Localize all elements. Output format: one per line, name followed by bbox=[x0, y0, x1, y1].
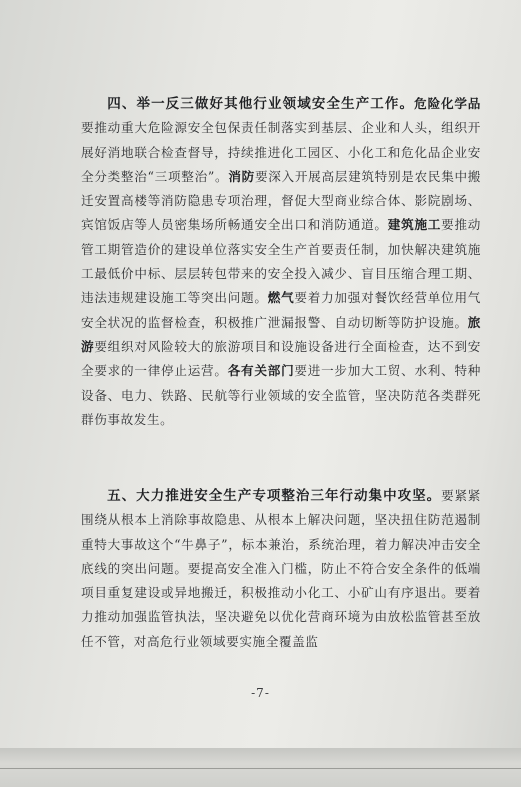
keyword-tourism: 旅游 bbox=[81, 314, 481, 354]
section-5-paragraph bbox=[81, 484, 481, 654]
text-construction: 要推动管工期管造价的建设单位落实安全生产首要责任制，加快解决建筑施工最低价中标、层层转包带来的安全投入减少、盲目压缩合理工期、违法违规建设施工等突出问题。 bbox=[81, 217, 481, 306]
section-5-text-3: 要着力推动加强监管执法，坚决避免以优化营商环境为由放松监管甚至放任不管，对高危行业领域要实施全覆盖监 bbox=[81, 585, 481, 649]
keyword-construction: 建筑施工 bbox=[387, 217, 442, 233]
section-5-heading: 五、大力推进安全生产专项整治三年行动集中攻坚。 bbox=[107, 488, 442, 504]
keyword-fire-protection: 消防 bbox=[228, 168, 255, 184]
text-tourism: 要组织对风险较大的旅游项目和设施设备进行全面检查，达不到安全要求的一律停止运营。 bbox=[81, 338, 481, 379]
text-fire-protection: 要深入开展高层建筑特别是农民集中搬迁安置高楼等消防隐患专项治理，督促大型商业综合体、影院剧场、宾馆饭店等人员密集场所畅通安全出口和消防通道。 bbox=[81, 168, 482, 233]
text-hazardous-chemicals: 要推动重大危险源安全包保责任制落实到基层、企业和人头，组织开展好消地联合检查督导，持续推进化工园区、小化工和危化品企业安全分类整治“三项整治”。 bbox=[81, 120, 481, 184]
section-4-heading: 四、举一反三做好其他行业领域安全生产工作。 bbox=[107, 96, 415, 112]
section-5-text-1: 要紧紧围绕从根本上消除事故隐患、从根本上解决问题，坚决扭住防范遏制重特大事故这个“牛鼻子”，标本兼治，系统治理，着力解决冲击安全底线的突出问题。 bbox=[81, 488, 481, 576]
keyword-hazardous-chemicals: 危险化学品 bbox=[414, 96, 482, 111]
text-gas: 要着力加强对餐饮经营单位用气安全状况的监督检查，积极推广泄漏报警、自动切断等防护设施。 bbox=[81, 290, 482, 330]
page-number: -7- bbox=[251, 686, 270, 700]
keyword-gas: 燃气 bbox=[267, 290, 295, 306]
keyword-relevant-departments: 各有关部门 bbox=[227, 363, 295, 379]
fold-line bbox=[0, 768, 521, 769]
text-relevant-departments: 要进一步加大工贸、水利、特种设备、电力、铁路、民航等行业领域的安全监管，坚决防范各类群死群伤事故发生。 bbox=[81, 363, 482, 427]
section-5-text-2: 要提高安全准入门槛，防止不符合安全条件的低端项目重复建设或异地搬迁，积极推动小化工、小矿山有序退出。 bbox=[81, 560, 481, 601]
section-4-paragraph bbox=[81, 92, 481, 432]
